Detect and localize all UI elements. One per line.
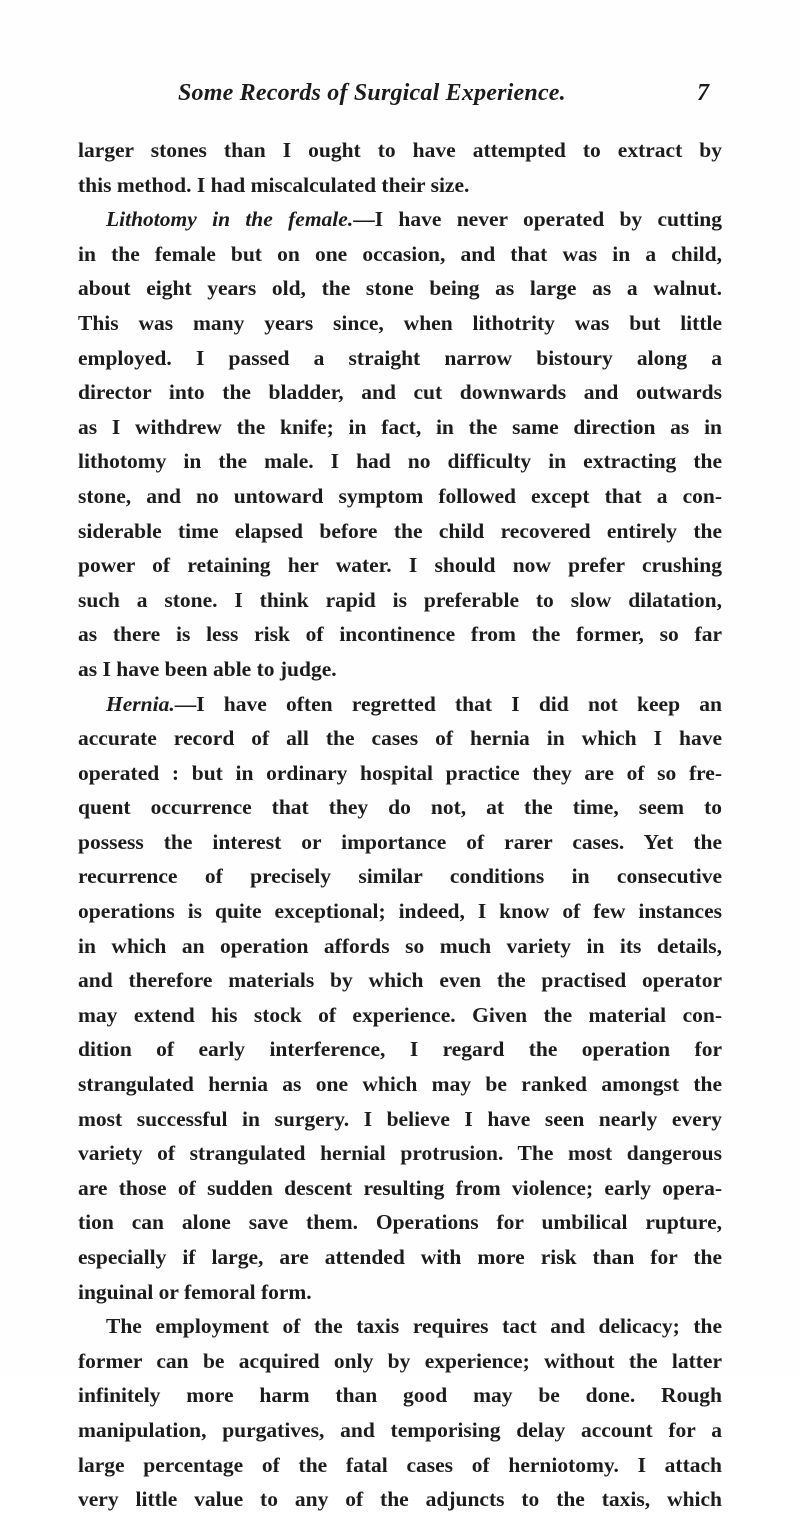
- text-line: may extend his stock of experience. Given the material con-: [78, 1002, 722, 1027]
- text-line: especially if large, are attended with more risk than for the: [78, 1245, 722, 1269]
- text-line: dition of early interference, I regard the operation for: [78, 1037, 722, 1062]
- page-header: [0, 80, 800, 120]
- text-line: recurrence of precisely similar conditions in consecutive: [78, 864, 722, 889]
- text-line: strangulated hernia as one which may be ranked amongst the: [78, 1072, 722, 1097]
- text-line: operated : but in ordinary hospital practice they are of so fre-: [78, 760, 722, 785]
- text-line: —I have often regretted that I did not keep an: [174, 691, 722, 716]
- page-number: 7: [697, 80, 709, 106]
- text-line: in which an operation affords so much variety in its details,: [78, 933, 722, 958]
- text-line: operations is quite exceptional; indeed, I know of few instances: [78, 899, 722, 924]
- section-heading-lithotomy: Lithotomy in the female.: [106, 207, 354, 232]
- text-line: and therefore materials by which even the practised operator: [78, 968, 722, 993]
- text-line: power of retaining her water. I should now prefer crushing: [78, 553, 722, 578]
- text-line: quent occurrence that they do not, at the time, seem to: [78, 795, 722, 820]
- text-line: this method. I had miscalculated their size.: [78, 172, 470, 197]
- text-line: infinitely more harm than good may be done. Rough: [78, 1383, 722, 1408]
- section-paragraph-start: [78, 687, 722, 722]
- text-line: as I withdrew the knife; in fact, in the same direction as in: [78, 414, 722, 439]
- text-line: employed. I passed a straight narrow bistoury along a: [78, 345, 722, 370]
- text-line: in the female but on one occasion, and that was in a child,: [78, 241, 722, 266]
- text-line: about eight years old, the stone being as large as a walnut.: [78, 276, 722, 301]
- running-title: Some Records of Surgical Experience.: [178, 80, 566, 106]
- text-line: as there is less risk of incontinence from the former, so far: [78, 622, 722, 647]
- text-line: larger stones than I ought to have attempted to extract by: [78, 138, 722, 162]
- text-line: such a stone. I think rapid is preferable to slow dilatation,: [78, 587, 722, 612]
- text-line: are those of sudden descent resulting from violence; early opera-: [78, 1175, 722, 1200]
- text-line: as I have been able to judge.: [78, 656, 337, 681]
- text-line: possess the interest or importance of rarer cases. Yet the: [78, 829, 722, 854]
- section-paragraph-start: [78, 202, 722, 237]
- text-line: director into the bladder, and cut downwards and outwards: [78, 380, 722, 405]
- text-line: lithotomy in the male. I had no difficulty in extracting the: [78, 449, 722, 474]
- text-line: very little value to any of the adjuncts to the taxis, which: [78, 1487, 722, 1512]
- text-line: variety of strangulated hernial protrusion. The most dangerous: [78, 1141, 722, 1166]
- text-line: inguinal or femoral form.: [78, 1279, 312, 1304]
- text-line: siderable time elapsed before the child recovered entirely the: [78, 518, 722, 543]
- text-line: —I have never operated by cutting: [353, 207, 722, 232]
- section-heading-hernia: Hernia.: [106, 691, 175, 716]
- text-line: manipulation, purgatives, and temporising delay account for a: [78, 1417, 722, 1442]
- body-text: [78, 133, 722, 1517]
- text-line: former can be acquired only by experience; without the latter: [78, 1348, 722, 1373]
- text-line: The employment of the taxis requires tact and delicacy; the: [106, 1314, 722, 1339]
- text-line: large percentage of the fatal cases of herniotomy. I attach: [78, 1452, 722, 1477]
- text-line: This was many years since, when lithotrity was but little: [78, 310, 722, 335]
- text-line: accurate record of all the cases of hernia in which I have: [78, 726, 722, 751]
- text-line: most successful in surgery. I believe I have seen nearly every: [78, 1106, 722, 1131]
- text-line: tion can alone save them. Operations for umbilical rupture,: [78, 1210, 722, 1235]
- text-line: stone, and no untoward symptom followed except that a con-: [78, 483, 722, 508]
